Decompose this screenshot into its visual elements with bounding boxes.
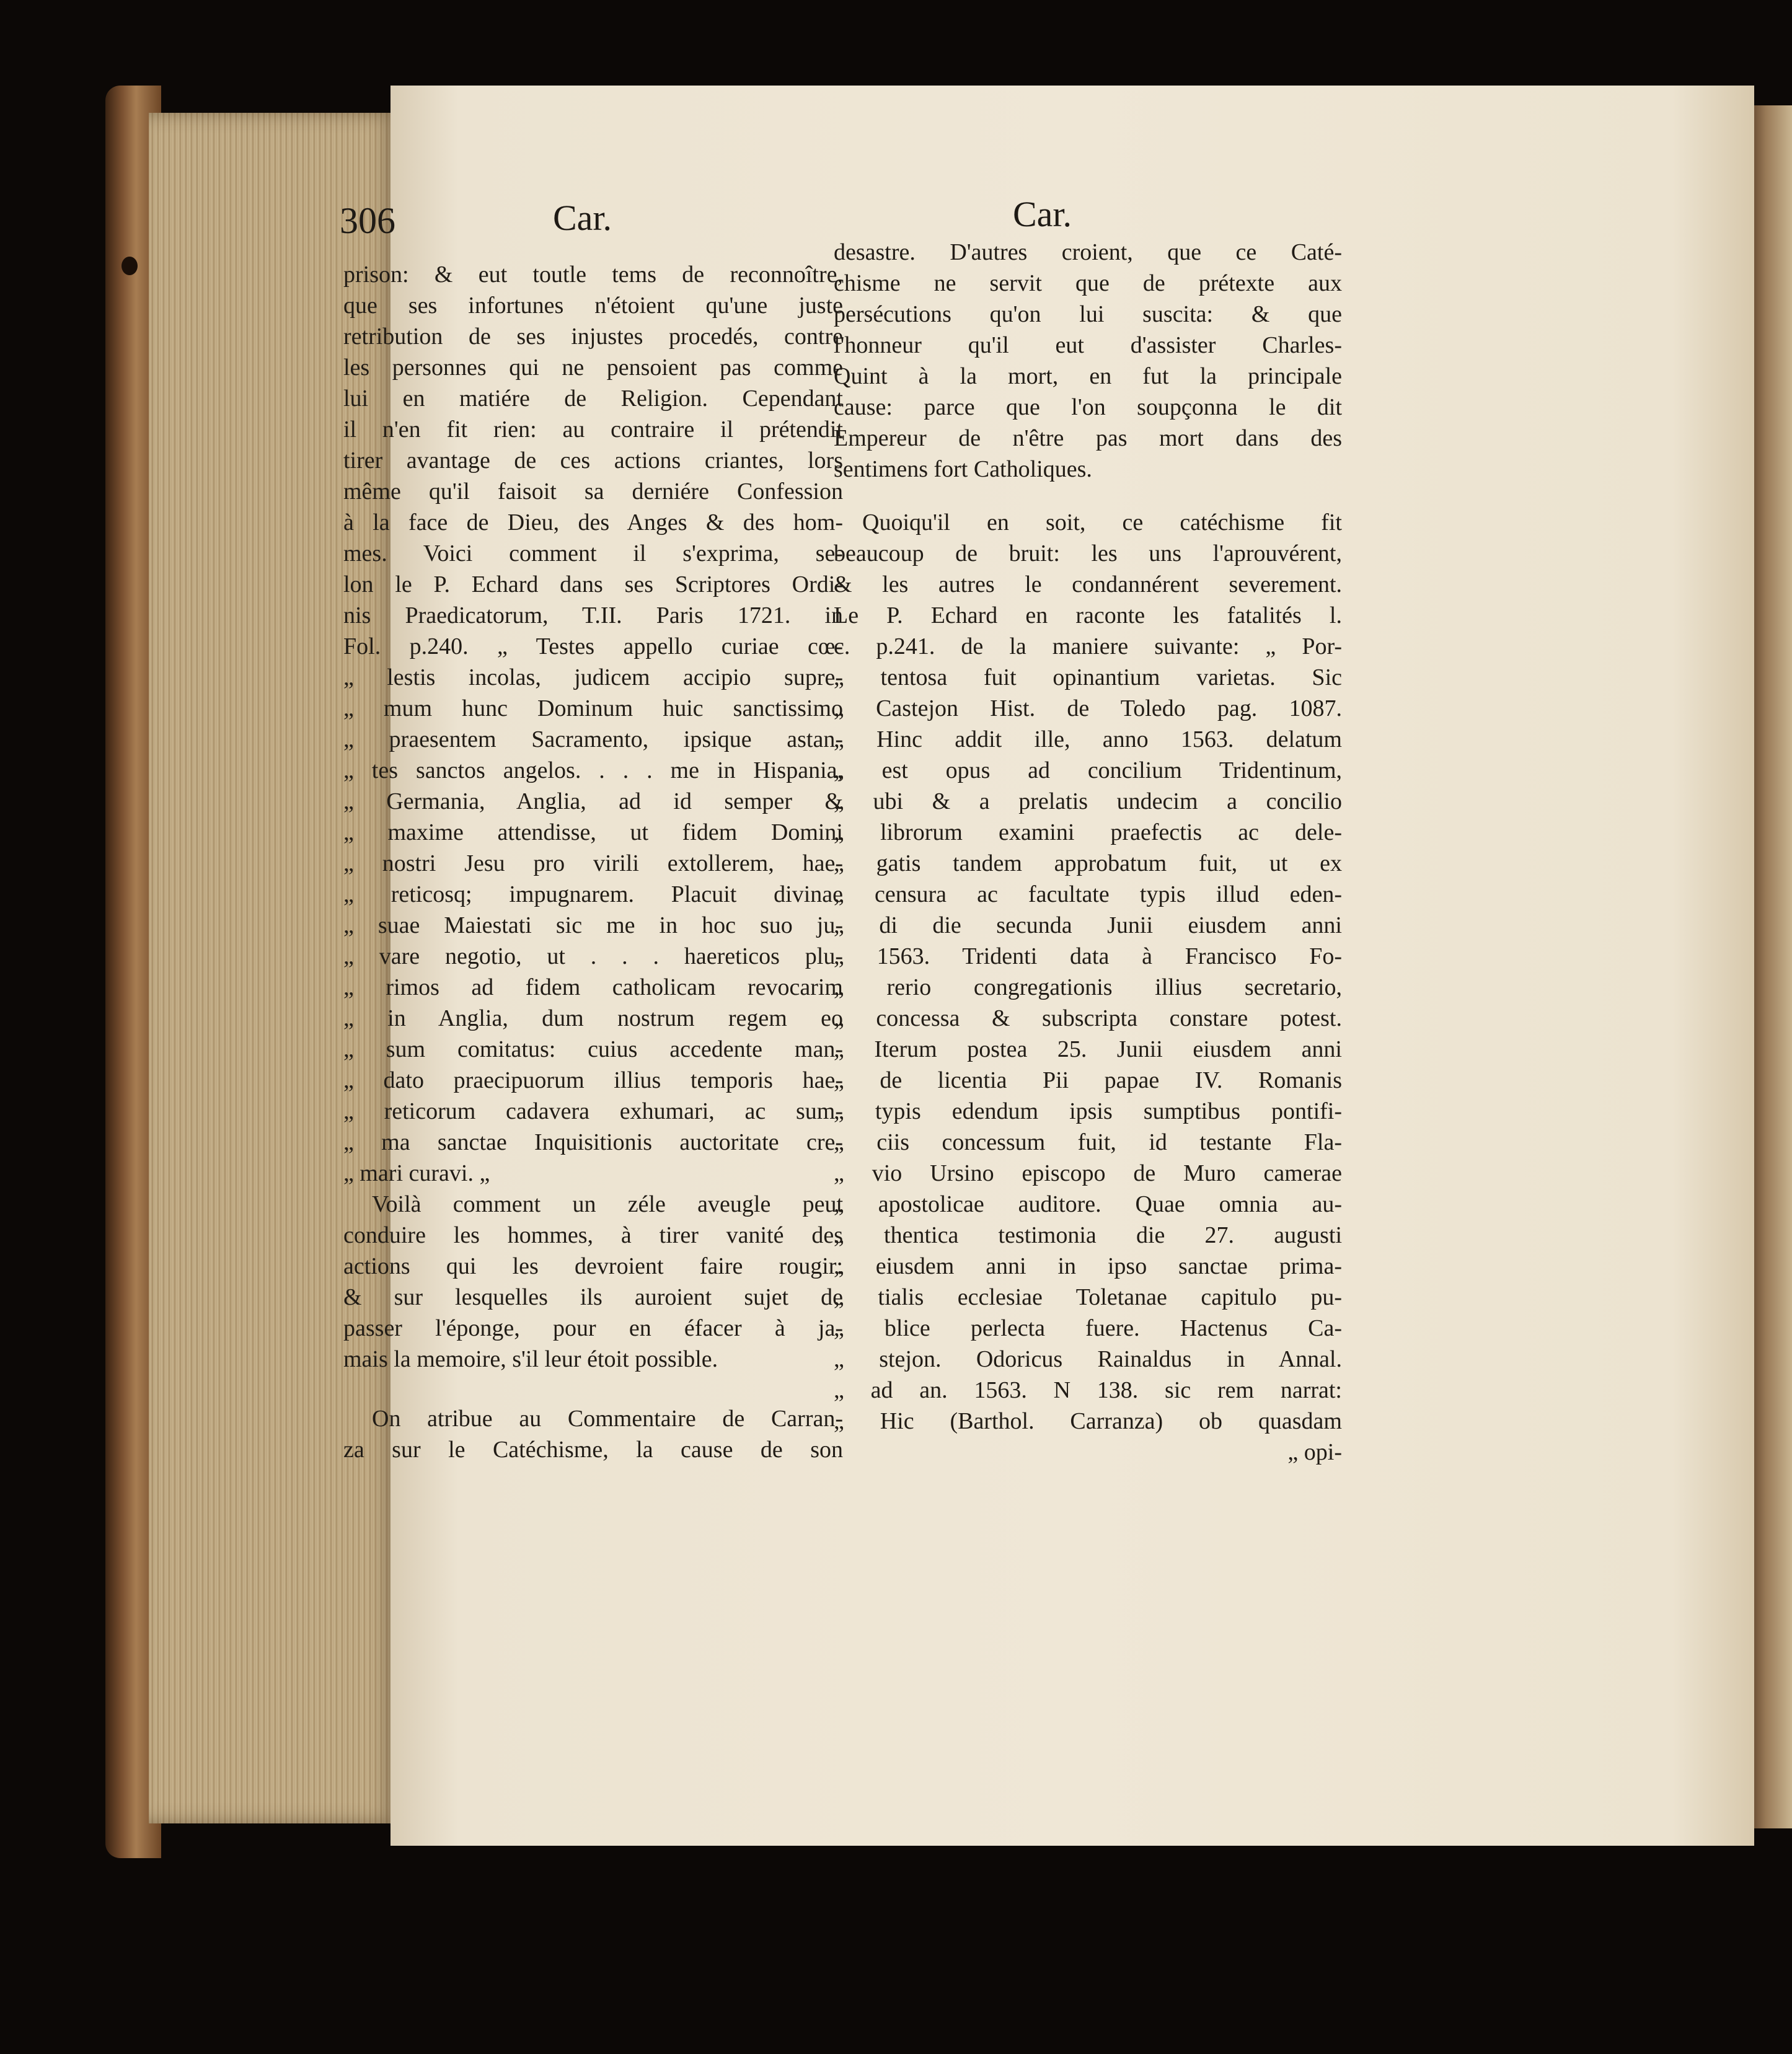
text-line: lon le P. Echard dans ses Scriptores Ordi- xyxy=(343,571,843,597)
text-line: desastre. D'autres croient, que ce Caté- xyxy=(834,239,1342,265)
text-line: mes. Voici comment il s'exprima, se- xyxy=(343,540,843,566)
text-line: „ tialis ecclesiae Toletanae capitulo pu- xyxy=(834,1284,1342,1310)
text-line: Empereur de n'être pas mort dans des xyxy=(834,425,1342,451)
text-line: „ sum comitatus: cuius accedente man- xyxy=(343,1036,843,1062)
text-line: „ blice perlecta fuere. Hactenus Ca- xyxy=(834,1315,1342,1341)
text-line: „ apostolicae auditore. Quae omnia au- xyxy=(834,1191,1342,1217)
text-line: „ Germania, Anglia, ad id semper & xyxy=(343,788,843,814)
text-line: même qu'il faisoit sa derniére Confession xyxy=(343,478,843,505)
text-line: „ librorum examini praefectis ac dele- xyxy=(834,819,1342,845)
text-line: mais la memoire, s'il leur étoit possible. xyxy=(343,1346,718,1372)
text-line: „ praesentem Sacramento, ipsique astan- xyxy=(343,726,843,752)
text-line: „ nostri Jesu pro virili extollerem, hae- xyxy=(343,850,843,876)
text-line: On atribue au Commentaire de Carran- xyxy=(372,1406,843,1432)
text-line: „ reticorum cadavera exhumari, ac sum- xyxy=(343,1098,843,1124)
text-line: „ Iterum postea 25. Junii eiusdem anni xyxy=(834,1036,1342,1062)
text-line: „ est opus ad concilium Tridentinum, xyxy=(834,757,1342,783)
running-head-right: Car. xyxy=(1013,194,1072,234)
text-line: „ ad an. 1563. N 138. sic rem narrat: xyxy=(834,1377,1342,1403)
text-line: il n'en fit rien: au contraire il prétendit xyxy=(343,417,843,443)
text-line: „ Hic (Barthol. Carranza) ob quasdam xyxy=(834,1408,1342,1434)
text-line: „ thentica testimonia die 27. augusti xyxy=(834,1222,1342,1248)
page-number: 306 xyxy=(340,200,395,241)
text-line: „ rerio congregationis illius secretario, xyxy=(834,974,1342,1000)
text-line: persécutions qu'on lui suscita: & que xyxy=(834,301,1342,327)
text-line: cause: parce que l'on soupçonna le dit xyxy=(834,394,1342,420)
text-line: & sur lesquelles ils auroient sujet de xyxy=(343,1284,843,1310)
text-line: „ concessa & subscripta constare potest. xyxy=(834,1005,1342,1031)
text-line: „ typis edendum ipsis sumptibus pontifi- xyxy=(834,1098,1342,1124)
text-line: actions qui les devroient faire rougir: xyxy=(343,1253,843,1279)
text-line: „ in Anglia, dum nostrum regem eo xyxy=(343,1005,843,1031)
text-line: passer l'éponge, pour en éfacer à ja- xyxy=(343,1315,843,1341)
text-line: „ maxime attendisse, ut fidem Domini xyxy=(343,819,843,845)
text-line: Le P. Echard en raconte les fatalités l. xyxy=(834,602,1342,628)
text-line: les personnes qui ne pensoient pas comme xyxy=(343,355,843,381)
text-line: „ gatis tandem approbatum fuit, ut ex xyxy=(834,850,1342,876)
cover-nail-hole xyxy=(121,257,138,275)
left-text-column xyxy=(343,259,843,1465)
text-line: conduire les hommes, à tirer vanité des xyxy=(343,1222,843,1248)
text-line: „ ciis concessum fuit, id testante Fla- xyxy=(834,1129,1342,1155)
text-line: prison: & eut toutle tems de reconnoître, xyxy=(343,262,843,288)
text-line: „ Castejon Hist. de Toledo pag. 1087. xyxy=(834,695,1342,721)
text-line: „ censura ac facultate typis illud eden- xyxy=(834,881,1342,907)
text-line: „ tes sanctos angelos. . . . me in Hispania, xyxy=(343,757,843,783)
text-line: beaucoup de bruit: les uns l'aprouvérent, xyxy=(834,540,1342,566)
text-line: Quoiqu'il en soit, ce catéchisme fit xyxy=(862,509,1342,536)
text-line: „ ma sanctae Inquisitionis auctoritate cre- xyxy=(343,1129,843,1155)
text-line: tirer avantage de ces actions criantes, lors xyxy=(343,447,843,474)
text-line: l'honneur qu'il eut d'assister Charles- xyxy=(834,332,1342,358)
paragraph-gap xyxy=(343,1375,843,1403)
text-line: „ reticosq; impugnarem. Placuit divinae xyxy=(343,881,843,907)
text-line: Fol. p.240. „ Testes appello curiae cœ- xyxy=(343,633,843,659)
text-line: „ mari curavi. „ xyxy=(343,1160,490,1186)
text-line: sentimens fort Catholiques. xyxy=(834,456,1092,482)
text-line: „ stejon. Odoricus Rainaldus in Annal. xyxy=(834,1346,1342,1372)
text-line: à la face de Dieu, des Anges & des hom- xyxy=(343,509,843,536)
text-line: que ses infortunes n'étoient qu'une juste xyxy=(343,293,843,319)
text-line: „ opi- xyxy=(1287,1439,1342,1465)
text-line: c. p.241. de la maniere suivante: „ Por- xyxy=(834,633,1342,659)
text-line: Voilà comment un zéle aveugle peut xyxy=(372,1191,843,1217)
text-line: „ vio Ursino episcopo de Muro camerae xyxy=(834,1160,1342,1186)
right-text-column xyxy=(834,237,1342,1468)
text-line: „ dato praecipuorum illius temporis hae- xyxy=(343,1067,843,1093)
text-line: za sur le Catéchisme, la cause de son xyxy=(343,1437,843,1463)
paragraph-gap xyxy=(834,485,1342,507)
text-line: lui en matiére de Religion. Cependant xyxy=(343,386,843,412)
text-line: „ vare negotio, ut . . . haereticos plu- xyxy=(343,943,843,969)
text-line: „ ubi & a prelatis undecim a concilio xyxy=(834,788,1342,814)
text-line: „ Hinc addit ille, anno 1563. delatum xyxy=(834,726,1342,752)
text-line: „ suae Maiestati sic me in hoc suo ju- xyxy=(343,912,843,938)
text-line: „ de licentia Pii papae IV. Romanis xyxy=(834,1067,1342,1093)
text-line: „ rimos ad fidem catholicam revocarim xyxy=(343,974,843,1000)
text-line: „ tentosa fuit opinantium varietas. Sic xyxy=(834,664,1342,690)
text-line: „ mum hunc Dominum huic sanctissimo xyxy=(343,695,843,721)
text-line: nis Praedicatorum, T.II. Paris 1721. in xyxy=(343,602,843,628)
text-line: chisme ne servit que de prétexte aux xyxy=(834,270,1342,296)
text-line: retribution de ses injustes procedés, contre xyxy=(343,324,843,350)
running-head-left: Car. xyxy=(553,198,612,238)
text-line: & les autres le condannérent severement. xyxy=(834,571,1342,597)
text-line: „ 1563. Tridenti data à Francisco Fo- xyxy=(834,943,1342,969)
text-line: Quint à la mort, en fut la principale xyxy=(834,363,1342,389)
text-line: „ lestis incolas, judicem accipio supre- xyxy=(343,664,843,690)
text-line: „ di die secunda Junii eiusdem anni xyxy=(834,912,1342,938)
facing-page-edge xyxy=(1749,105,1792,1828)
text-line: „ eiusdem anni in ipso sanctae prima- xyxy=(834,1253,1342,1279)
